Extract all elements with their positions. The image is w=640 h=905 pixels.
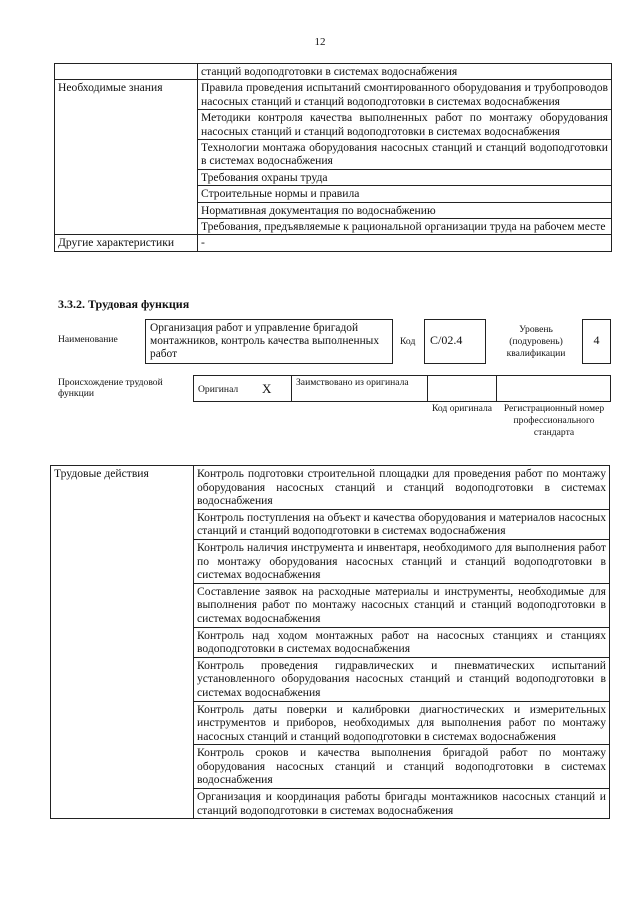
original-cell — [193, 375, 292, 402]
level-value-box — [582, 319, 611, 364]
name-label: Наименование — [58, 334, 118, 345]
table-row — [55, 64, 612, 80]
table-cell-empty — [55, 64, 198, 80]
knowledge-label: Необходимые знания — [55, 80, 198, 235]
knowledge-item: Нормативная документация по водоснабжению — [198, 202, 612, 218]
action-item: Контроль наличия инструмента и инвентаря, необходимого для выполнения работ по монтажу оборудования насосных станций и станций водоподготовки в системах водоснабжения — [194, 539, 610, 583]
other-label: Другие характеристики — [55, 235, 198, 251]
action-item: Организация и координация работы бригады монтажников насосных станций и станций водоподготовки в системах водоснабжения — [194, 789, 610, 819]
knowledge-item: Правила проведения испытаний смонтированного оборудования и трубопроводов насосных станций и станций водоподготовки в системах водоснабжения — [198, 80, 612, 110]
name-value-box — [145, 319, 393, 364]
code-value-box — [424, 319, 486, 364]
action-item: Контроль даты поверки и калибровки диагностических и измерительных инструментов и приборов, необходимых для выполнения работ по монтажу насосных станций и станций водоподготовки в системах водоснабжения — [194, 701, 610, 745]
knowledge-item: Требования, предъявляемые к рациональной организации труда на рабочем месте — [198, 219, 612, 235]
action-item: Контроль проведения гидравлических и пневматических испытаний установленного оборудования насосных станций и станций водоподготовки в системах водоснабжения — [194, 657, 610, 701]
action-item: Контроль над ходом монтажных работ на насосных станциях и станциях водоподготовки в системах водоснабжения — [194, 627, 610, 657]
knowledge-item: Методики контроля качества выполненных работ по монтажу оборудования насосных станций и станций водоподготовки в системах водоснабжения — [198, 110, 612, 140]
action-item: Контроль подготовки строительной площадки для проведения работ по монтажу оборудования насосных станций и станций водоподготовки в системах водоснабжения — [194, 466, 610, 510]
actions-label: Трудовые действия — [51, 466, 194, 819]
original-label: Оригинал — [198, 384, 239, 395]
action-item: Составление заявок на расходные материалы и инструменты, необходимые для выполнения работ по монтажу насосных станций и станций водоподготовки в системах водоснабжения — [194, 583, 610, 627]
other-value: - — [198, 235, 612, 251]
borrowed-cell — [291, 375, 428, 402]
level-label: Уровень (подуровень) квалификации — [506, 324, 566, 359]
reg-number-cell — [496, 375, 611, 402]
code-value: С/02.4 — [430, 333, 463, 347]
name-value: Организация работ и управление бригадой монтажников, контроль качества выполненных работ — [150, 322, 380, 361]
page-number: 12 — [314, 36, 326, 48]
knowledge-item: Строительные нормы и правила — [198, 186, 612, 202]
table-row — [55, 235, 612, 251]
action-item: Контроль сроков и качества выполнения бригадой работ по монтажу оборудования насосных станций и станций водоподготовки в системах водоснабжения — [194, 745, 610, 789]
actions-table — [50, 465, 610, 819]
code-label: Код — [400, 336, 416, 347]
borrowed-label: Заимствовано из оригинала — [296, 377, 409, 388]
knowledge-table — [54, 63, 612, 252]
original-mark: X — [262, 381, 272, 396]
level-value: 4 — [593, 333, 600, 347]
action-item: Контроль поступления на объект и качества оборудования и материалов насосных станций и станций водоподготовки в системах водоснабжения — [194, 509, 610, 539]
knowledge-item: Технологии монтажа оборудования насосных станций и станций водоподготовки в системах водоснабжения — [198, 140, 612, 170]
table-row — [51, 466, 610, 510]
origin-label: Происхождение трудовой функции — [58, 377, 163, 399]
origin-code-cell — [427, 375, 497, 402]
table-row — [55, 80, 612, 110]
origin-code-caption: Код оригинала — [431, 403, 493, 414]
knowledge-item: Требования охраны труда — [198, 169, 612, 185]
table-cell: станций водоподготовки в системах водоснабжения — [198, 64, 612, 80]
reg-number-caption: Регистрационный номер профессионального стандарта — [503, 403, 605, 438]
section-heading: 3.3.2. Трудовая функция — [58, 297, 190, 311]
